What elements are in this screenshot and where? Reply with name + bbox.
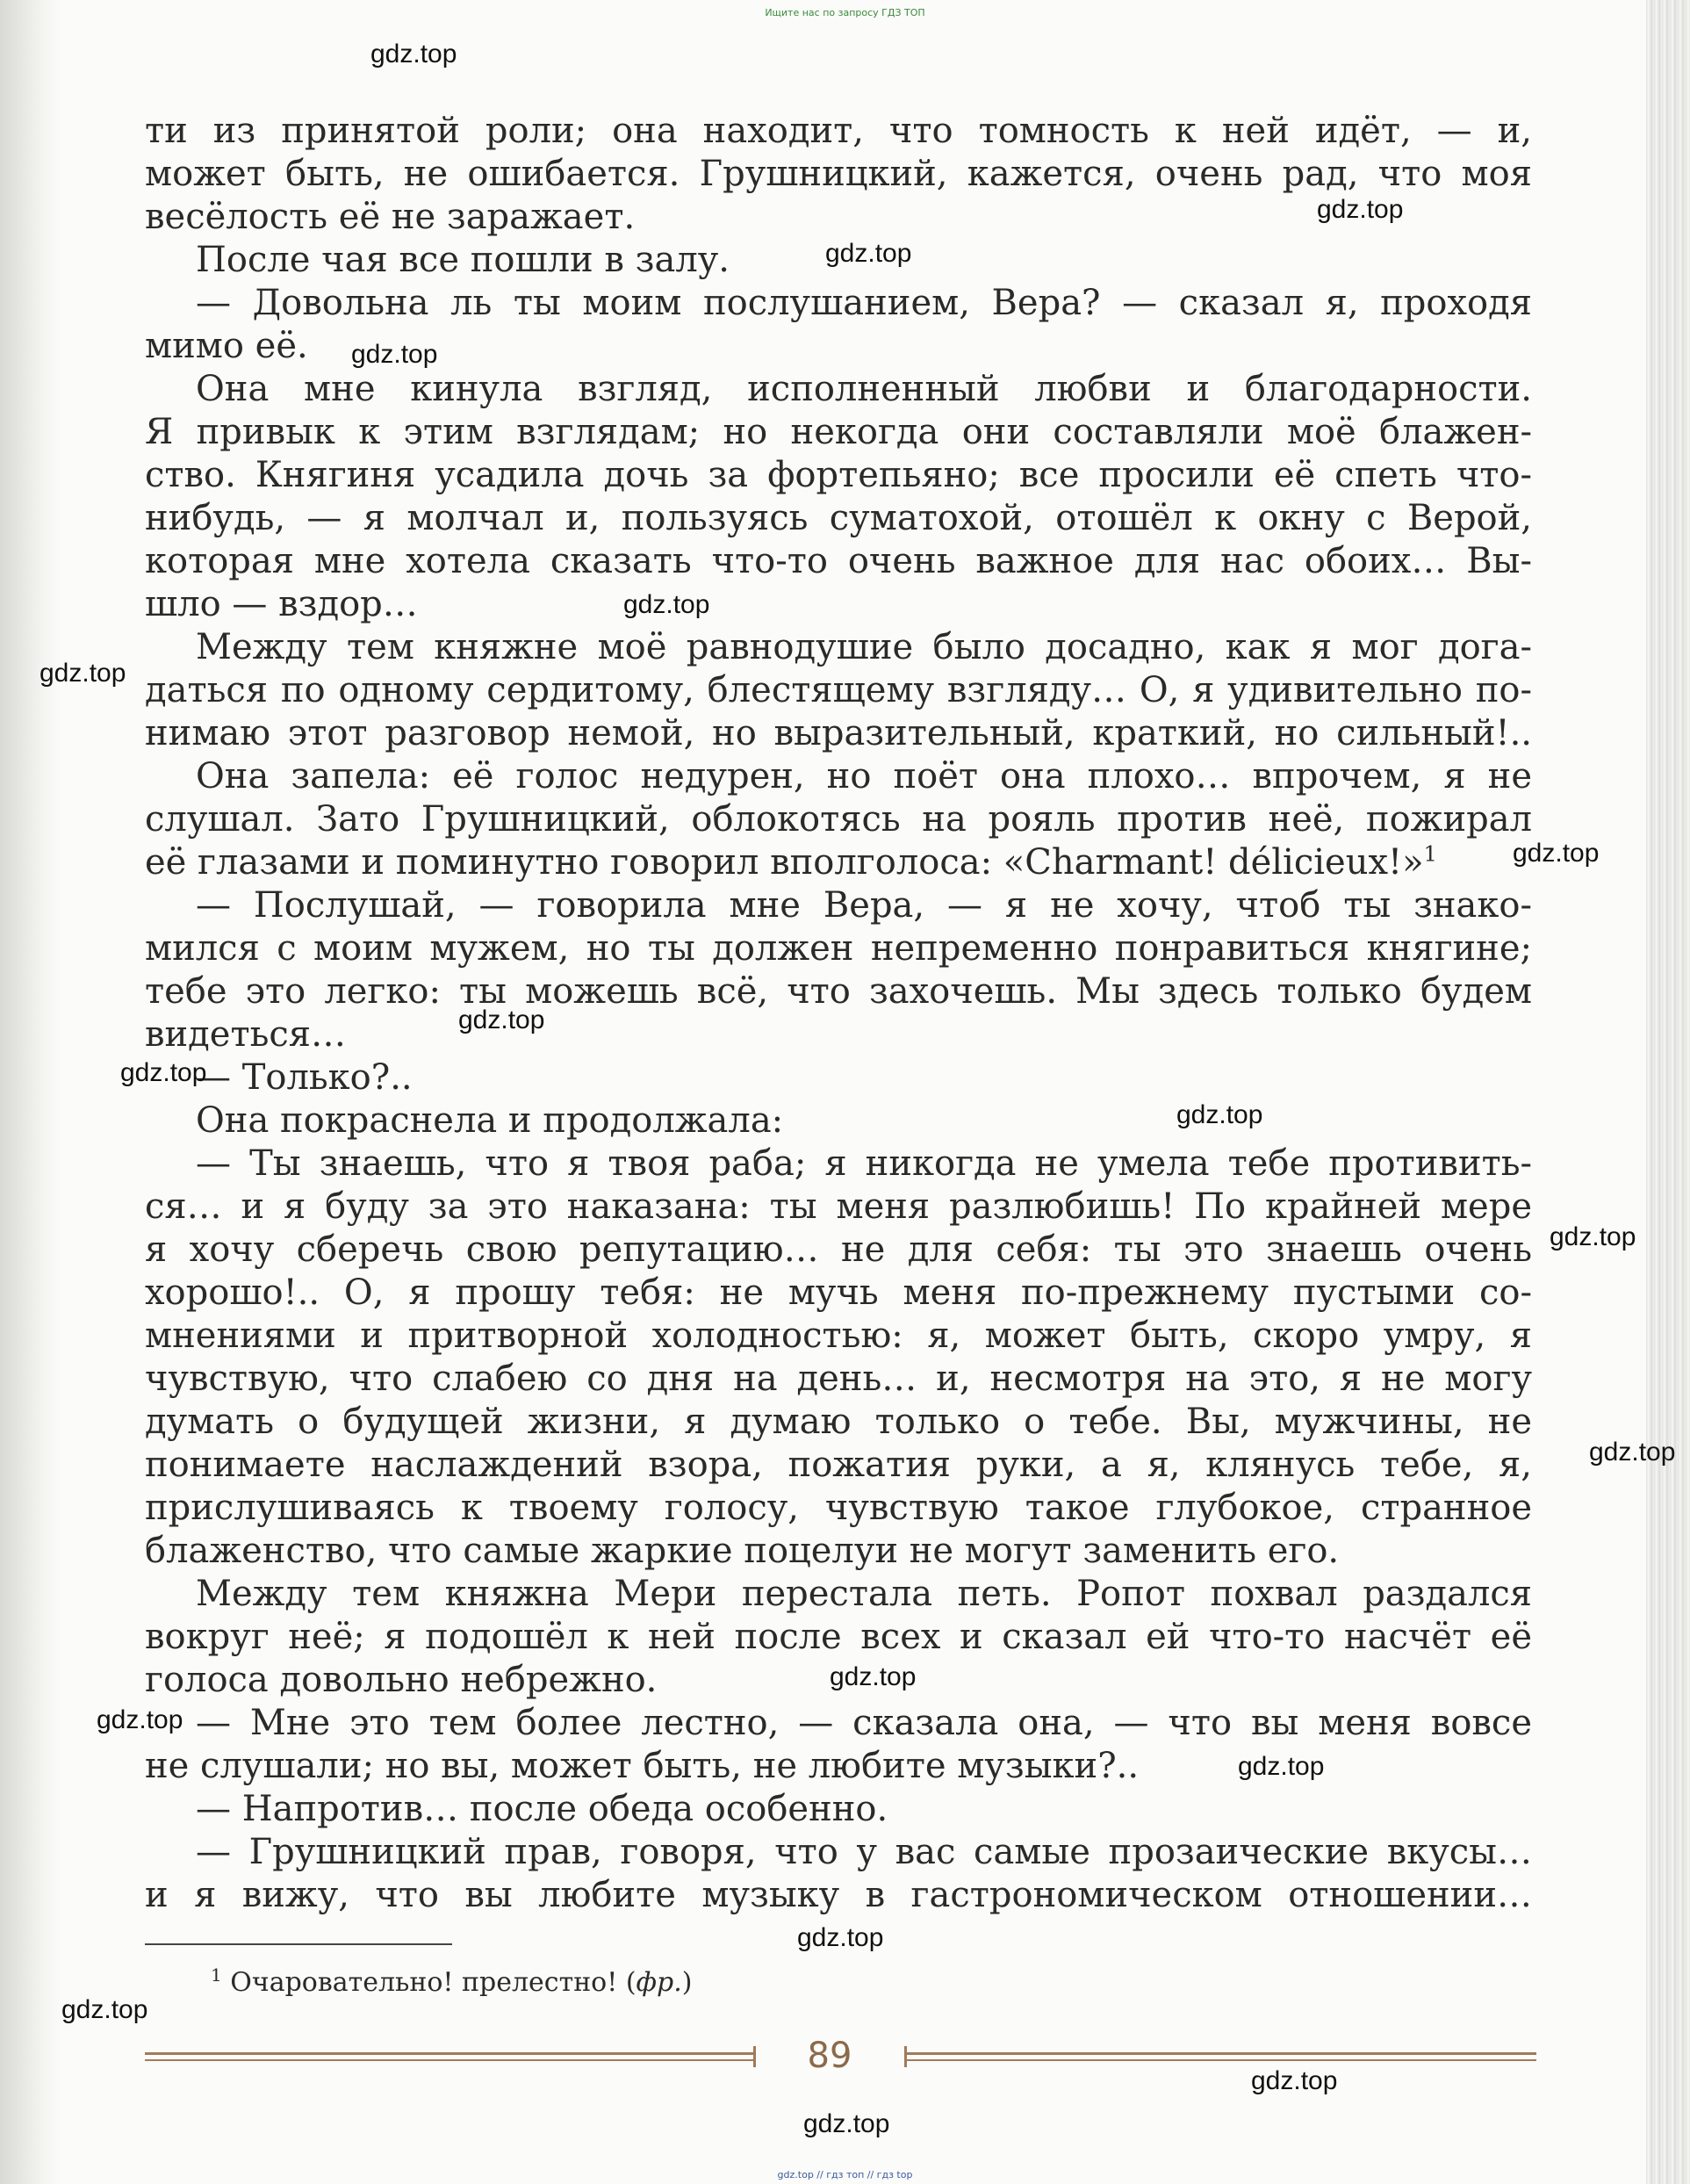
text-line: не слушали; но вы, может быть, не любите музыки?.. [145, 1746, 1140, 1786]
watermark: gdz.top [623, 590, 710, 619]
footer-note: gdz.top // гдз топ // гдз top [777, 2169, 913, 2180]
text-line: нибудь, — я молчал и, пользуясь суматохой, отошёл к окну с Верой, [145, 498, 1532, 538]
watermark: gdz.top [97, 1705, 183, 1734]
watermark: gdz.top [351, 340, 438, 369]
text-line: может быть, не ошибается. Грушницкий, кажется, очень рад, что моя [145, 154, 1532, 194]
text-line: Я привык к этим взглядам; но некогда они составляли моё блажен- [145, 412, 1532, 452]
watermark: gdz.top [825, 239, 912, 268]
footnote-lang: фр. [636, 1967, 682, 1998]
text-line: — Ты знаешь, что я твоя раба; я никогда не умела тебе противить- [196, 1143, 1532, 1184]
page-number: 89 [807, 2036, 852, 2076]
text-line: слушал. Зато Грушницкий, облокотясь на рояль против неё, пожирал [145, 799, 1532, 840]
page-rule-left [145, 2052, 755, 2061]
watermark: gdz.top [1317, 195, 1404, 224]
watermark: gdz.top [61, 1995, 148, 2024]
watermark: gdz.top [797, 1923, 884, 1952]
footnote-text: Очаровательно! прелестно! ( [230, 1967, 636, 1998]
text-line: вокруг неё; я подошёл к ней после всех и сказал ей что-то насчёт её [145, 1617, 1532, 1657]
watermark: gdz.top [458, 1006, 545, 1034]
text-line: видеться… [145, 1014, 347, 1055]
text-line: мился с моим мужем, но ты должен непременно понравиться княгине; [145, 928, 1532, 969]
text-line: шло — вздор… [145, 584, 418, 624]
text-line: — Только?.. [196, 1057, 413, 1098]
text-line: ся… и я буду за это наказана: ты меня разлюбишь! По крайней мере [145, 1186, 1532, 1227]
text-line: прислушиваясь к твоему голосу, чувствую такое глубокое, странное [145, 1488, 1532, 1528]
text-line: и я вижу, что вы любите музыку в гастрономическом отношении… [145, 1875, 1532, 1915]
watermark: gdz.top [120, 1058, 207, 1087]
watermark: gdz.top [1238, 1752, 1325, 1781]
watermark: gdz.top [1176, 1100, 1263, 1129]
text-line: — Мне это тем более лестно, — сказала она, — что вы меня вовсе [196, 1703, 1532, 1743]
watermark: gdz.top [1550, 1222, 1636, 1251]
page-binding-shadow [0, 0, 61, 2184]
text-line: мнениями и притворной холодностью: я, может быть, скоро умру, я [145, 1315, 1532, 1356]
footnote [211, 1964, 693, 1999]
footnote-close: ) [681, 1967, 693, 1998]
text-line: её глазами и поминутно говорил вполголоса: «Charmant! délicieux!» [145, 842, 1424, 883]
text-line: Между тем княжна Мери перестала петь. Ропот похвал раздался [196, 1574, 1532, 1614]
footnote-reference: 1 [1423, 841, 1437, 867]
text-line: нимаю этот разговор немой, но выразительный, краткий, но сильный!.. [145, 713, 1532, 753]
text-line: даться по одному сердитому, блестящему взгляду… О, я удивительно по- [145, 670, 1532, 710]
text-line: чувствую, что слабею со дня на день… и, несмотря на это, я не могу [145, 1359, 1532, 1399]
text-line: ти из принятой роли; она находит, что томность к ней идёт, — и, [145, 111, 1532, 151]
text-line: — Послушай, — говорила мне Вера, — я не хочу, чтоб ты знако- [196, 885, 1532, 926]
text-line: мимо её. [145, 326, 308, 366]
page-rule-right [904, 2052, 1536, 2061]
body-text [145, 110, 1532, 1917]
watermark: gdz.top [1251, 2066, 1338, 2095]
text-line: — Довольна ль ты моим послушанием, Вера? — сказал я, проходя [196, 283, 1532, 323]
text-line: Она покраснела и продолжала: [196, 1100, 784, 1141]
watermark: gdz.top [803, 2109, 890, 2138]
watermark: gdz.top [830, 1662, 917, 1691]
footnote-divider [145, 1943, 452, 1945]
watermark: gdz.top [370, 40, 457, 68]
watermark: gdz.top [40, 659, 126, 688]
footnote-marker: 1 [211, 1964, 222, 1986]
page-edge [1646, 0, 1690, 2184]
text-line: весёлость её не заражает. [145, 197, 636, 237]
text-line: После чая все пошли в залу. [196, 240, 730, 280]
page-rule-cap [753, 2046, 756, 2067]
text-line: Она мне кинула взгляд, исполненный любви и благодарности. [196, 369, 1532, 409]
text-line: блаженство, что самые жаркие поцелуи не могут заменить его. [145, 1531, 1340, 1571]
text-line: голоса довольно небрежно. [145, 1660, 658, 1700]
text-line: — Напротив… после обеда особенно. [196, 1789, 888, 1829]
text-line: тебе это легко: ты можешь всё, что захочешь. Мы здесь только будем [145, 971, 1532, 1012]
text-line: Между тем княжне моё равнодушие было досадно, как я мог дога- [196, 627, 1532, 667]
text-line-with-footnote [145, 841, 1532, 884]
text-line: хорошо!.. О, я прошу тебя: не мучь меня по-прежнему пустыми со- [145, 1272, 1532, 1313]
header-note: Ищите нас по запросу ГДЗ ТОП [765, 7, 925, 18]
watermark: gdz.top [1589, 1438, 1676, 1467]
text-line: — Грушницкий прав, говоря, что у вас самые прозаические вкусы… [196, 1832, 1532, 1872]
text-line: думать о будущей жизни, я думаю только о тебе. Вы, мужчины, не [145, 1402, 1532, 1442]
watermark: gdz.top [1513, 839, 1600, 868]
text-line: Она запела: её голос недурен, но поёт она плохо… впрочем, я не [196, 756, 1532, 796]
text-line: ство. Княгиня усадила дочь за фортепьяно; все просили её спеть что- [145, 455, 1532, 495]
text-line: я хочу сберечь свою репутацию… не для себя: ты это знаешь очень [145, 1229, 1532, 1270]
text-line: понимаете наслаждений взора, пожатия руки, а я, клянусь тебе, я, [145, 1445, 1532, 1485]
text-line: которая мне хотела сказать что-то очень важное для нас обоих… Вы- [145, 541, 1532, 581]
